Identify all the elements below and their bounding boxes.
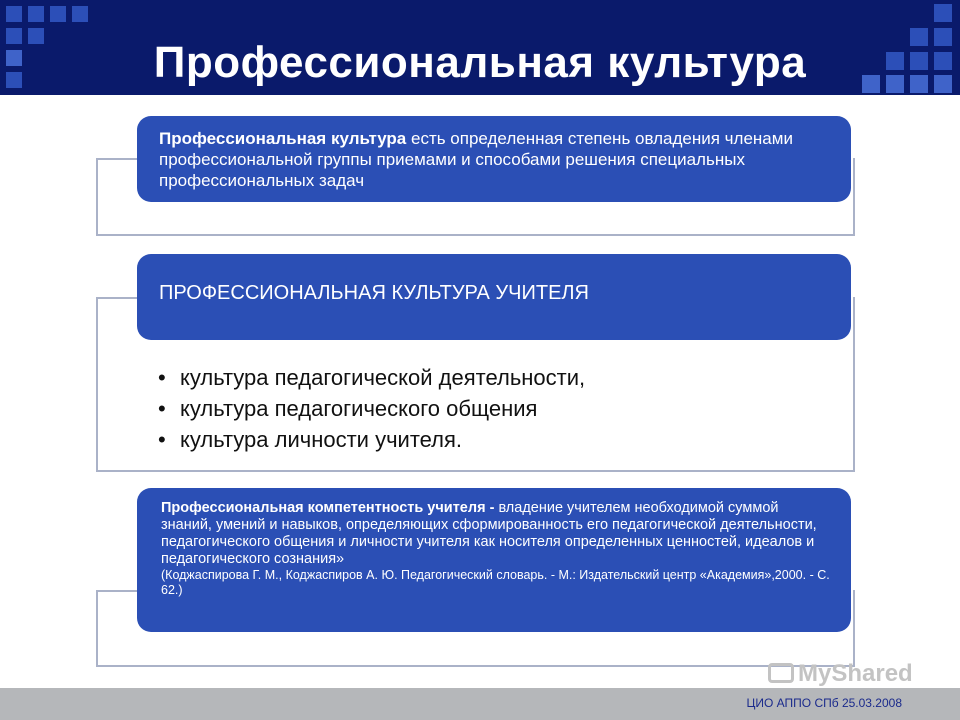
footer-text: ЦИО АППО СПб 25.03.2008	[746, 696, 902, 710]
decor-square	[72, 6, 88, 22]
list-item: • культура педагогической деятельности,	[158, 365, 586, 390]
decor-square	[934, 4, 952, 22]
culture-list	[158, 362, 585, 455]
competence-citation: (Коджаспирова Г. М., Коджаспиров А. Ю. Педагогический словарь. - М.: Издательский центр «Академия»,2000. - С. 62.)	[161, 568, 830, 597]
definition-text: есть определенная степень овладения членами профессиональной группы приемами и способами решения специальных профессиональных задач	[159, 129, 793, 190]
list-item-text: культура личности учителя.	[180, 427, 463, 452]
presentation-icon	[768, 663, 794, 683]
watermark	[768, 660, 913, 688]
frame-top-line	[98, 297, 140, 299]
definition-box	[137, 116, 851, 202]
decor-square	[6, 6, 22, 22]
list-item: • культура личности учителя.	[158, 427, 463, 452]
decor-square	[28, 6, 44, 22]
competence-text: владение учителем необходимой суммой знаний, умений и навыков, определяющих сформированность его педагогической деятельности, педагогического общения и личности учителя как носителя определенных ценностей, идеалов и педагогического сознания»	[161, 500, 817, 567]
definition-term: Профессиональная культура	[159, 129, 407, 148]
frame-top-line	[98, 158, 140, 160]
page-title: Профессиональная культура	[153, 38, 807, 87]
teacher-culture-heading: ПРОФЕССИОНАЛЬНАЯ КУЛЬТУРА УЧИТЕЛЯ	[159, 282, 589, 304]
list-item-text: культура педагогической деятельности,	[180, 365, 586, 390]
list-item-text: культура педагогического общения	[180, 396, 538, 421]
list-item: • культура педагогического общения	[158, 396, 538, 421]
watermark-text: MyShared	[798, 660, 913, 687]
competence-box	[137, 488, 851, 632]
competence-term: Профессиональная компетентность учителя -	[161, 500, 499, 516]
teacher-culture-heading-box	[137, 254, 851, 340]
frame-top-line	[98, 590, 140, 592]
decor-square	[50, 6, 66, 22]
